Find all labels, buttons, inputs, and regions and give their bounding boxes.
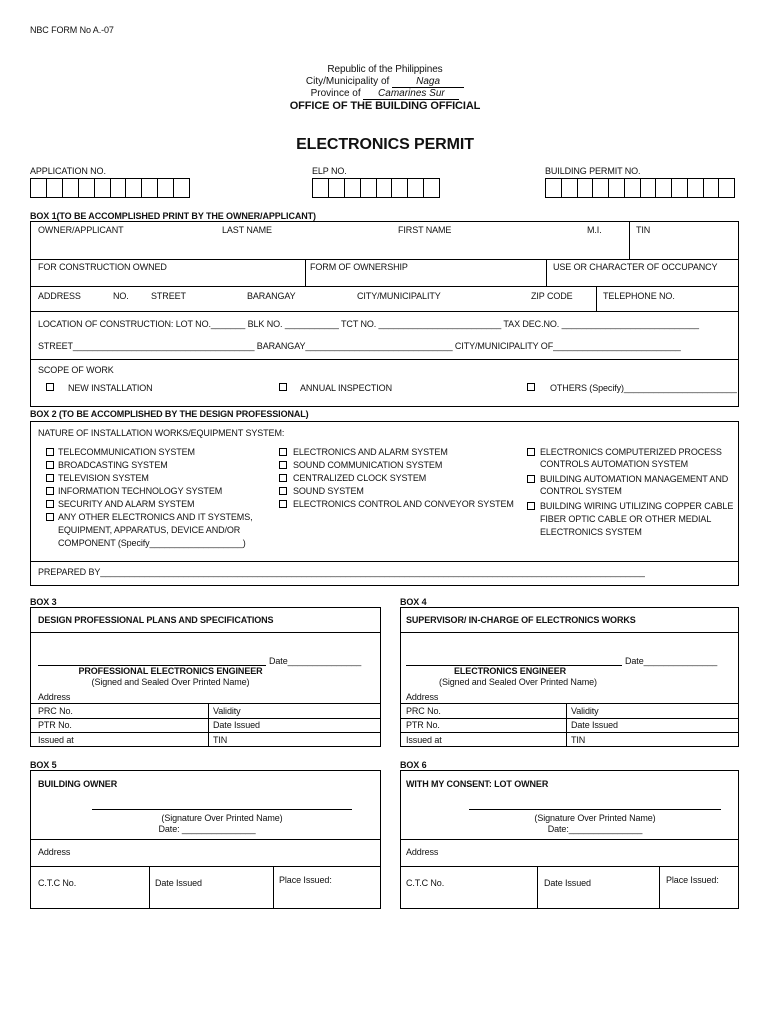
other-electronics-cont1: EQUIPMENT, APPARATUS, DEVICE AND/OR	[58, 525, 241, 535]
barangay-label: BARANGAY	[247, 291, 296, 301]
box6-signature-note: (Signature Over Printed Name)	[534, 813, 656, 823]
building-wiring-cont2: ELECTRONICS SYSTEM	[540, 527, 642, 537]
information-technology-label: INFORMATION TECHNOLOGY SYSTEM	[58, 486, 223, 496]
box3-date[interactable]: Date_______________	[269, 656, 362, 666]
box5-date-issued-label: Date Issued	[155, 878, 202, 888]
box4-engineer-title: ELECTRONICS ENGINEER	[453, 666, 566, 676]
for-construction-label: FOR CONSTRUCTION OWNED	[38, 262, 167, 272]
use-or-character-label: USE OR CHARACTER OF OCCUPANCY	[553, 262, 718, 272]
other-electronics-specify[interactable]: COMPONENT (Specify___________________)	[58, 538, 246, 548]
province-line: Province of Camarines Sur	[0, 88, 770, 100]
box6-date[interactable]: Date:_______________	[547, 824, 643, 834]
city-line: City/Municipality of Naga	[0, 76, 770, 88]
box5-place-issued-label: Place Issued:	[279, 875, 332, 885]
nature-label: NATURE OF INSTALLATION WORKS/EQUIPMENT SYSTEM:	[38, 428, 285, 438]
centralized-clock-checkbox[interactable]	[279, 474, 287, 482]
building-permit-no-cells[interactable]	[545, 178, 735, 198]
box3-ptr-label: PTR No.	[38, 720, 72, 730]
telephone-label: TELEPHONE NO.	[603, 291, 675, 301]
computerized-process-cont: CONTROLS AUTOMATION SYSTEM	[540, 459, 689, 469]
box4-tin-label: TIN	[571, 735, 586, 745]
building-automation-label: BUILDING AUTOMATION MANAGEMENT AND	[540, 474, 729, 484]
box4-date[interactable]: Date_______________	[625, 656, 718, 666]
box6-address-label: Address	[406, 847, 439, 857]
elp-no-cells[interactable]	[312, 178, 440, 198]
elp-no-label: ELP NO.	[312, 166, 347, 176]
broadcasting-label: BROADCASTING SYSTEM	[58, 460, 168, 470]
box4-issued-at-label: Issued at	[406, 735, 442, 745]
last-name-label: LAST NAME	[222, 225, 272, 235]
security-alarm-checkbox[interactable]	[46, 500, 54, 508]
box6-title: WITH MY CONSENT: LOT OWNER	[406, 779, 549, 789]
annual-inspection-checkbox[interactable]	[279, 383, 287, 391]
sound-system-checkbox[interactable]	[279, 487, 287, 495]
box4-prc-label: PRC No.	[406, 706, 441, 716]
location-of-construction-line[interactable]: LOCATION OF CONSTRUCTION: LOT NO._______ BLK NO. ___________ TCT NO. _________________________ TAX DEC.NO. ____________________________	[38, 319, 699, 329]
computerized-process-label: ELECTRONICS COMPUTERIZED PROCESS	[540, 447, 722, 457]
control-conveyor-checkbox[interactable]	[279, 500, 287, 508]
street-barangay-line[interactable]: STREET_____________________________________ BARANGAY______________________________ CITY/MUNICIPALITY OF__________________________	[38, 341, 681, 351]
box5-signature-line[interactable]	[92, 809, 352, 810]
box6-label: BOX 6	[400, 760, 427, 770]
republic-line: Republic of the Philippines	[327, 64, 443, 75]
box5-title: BUILDING OWNER	[38, 779, 118, 789]
building-automation-checkbox[interactable]	[527, 475, 535, 483]
box4-date-issued-label: Date Issued	[571, 720, 618, 730]
box3-signed-note: (Signed and Sealed Over Printed Name)	[91, 677, 250, 687]
box6-signature-line[interactable]	[469, 809, 721, 810]
mi-label: M.I.	[587, 225, 602, 235]
scope-of-work-label: SCOPE OF WORK	[38, 365, 114, 375]
telecommunication-checkbox[interactable]	[46, 448, 54, 456]
city-municipality-label: CITY/MUNICIPALITY	[357, 291, 441, 301]
application-no-cells[interactable]	[30, 178, 190, 198]
box5-ctc-label: C.T.C No.	[38, 878, 77, 888]
box5-signature-note: (Signature Over Printed Name)	[161, 813, 283, 823]
box6-place-issued-label: Place Issued:	[666, 875, 719, 885]
permit-title: ELECTRONICS PERMIT	[296, 136, 474, 153]
box3-prc-label: PRC No.	[38, 706, 73, 716]
box3-address-label: Address	[38, 692, 71, 702]
form-number: NBC FORM No A.-07	[30, 25, 114, 35]
box3-date-issued-label: Date Issued	[213, 720, 260, 730]
no-label: NO.	[113, 291, 129, 301]
box5-address-label: Address	[38, 847, 71, 857]
electronics-alarm-checkbox[interactable]	[279, 448, 287, 456]
new-installation-label: NEW INSTALLATION	[68, 383, 153, 393]
box2-title: BOX 2 (TO BE ACCOMPLISHED BY THE DESIGN PROFESSIONAL)	[30, 409, 309, 419]
box4-ptr-label: PTR No.	[406, 720, 440, 730]
building-wiring-checkbox[interactable]	[527, 502, 535, 510]
application-no-label: APPLICATION NO.	[30, 166, 106, 176]
others-checkbox[interactable]	[527, 383, 535, 391]
computerized-process-checkbox[interactable]	[527, 448, 535, 456]
information-technology-checkbox[interactable]	[46, 487, 54, 495]
others-label[interactable]: OTHERS (Specify)_______________________	[550, 383, 737, 393]
box4-address-label: Address	[406, 692, 439, 702]
electronics-alarm-label: ELECTRONICS AND ALARM SYSTEM	[293, 447, 448, 457]
tin-label: TIN	[636, 225, 651, 235]
address-label: ADDRESS	[38, 291, 81, 301]
annual-inspection-label: ANNUAL INSPECTION	[300, 383, 392, 393]
sound-communication-label: SOUND COMMUNICATION SYSTEM	[293, 460, 443, 470]
box3-validity-label: Validity	[213, 706, 241, 716]
box4-title: SUPERVISOR/ IN-CHARGE OF ELECTRONICS WORKS	[406, 615, 636, 625]
box3-issued-at-label: Issued at	[38, 735, 74, 745]
box4-validity-label: Validity	[571, 706, 599, 716]
sound-system-label: SOUND SYSTEM	[293, 486, 364, 496]
box1-title: BOX 1(TO BE ACCOMPLISHED PRINT BY THE OWNER/APPLICANT)	[30, 211, 316, 221]
prepared-by-line[interactable]: PREPARED BY_______________________________________________________________________________________________________________	[38, 567, 645, 577]
form-of-ownership-label: FORM OF OWNERSHIP	[310, 262, 408, 272]
security-alarm-label: SECURITY AND ALARM SYSTEM	[58, 499, 195, 509]
box3-title: DESIGN PROFESSIONAL PLANS AND SPECIFICATIONS	[38, 615, 274, 625]
telecommunication-label: TELECOMMUNICATION SYSTEM	[58, 447, 195, 457]
box3-label: BOX 3	[30, 597, 57, 607]
box4-signed-note: (Signed and Sealed Over Printed Name)	[439, 677, 597, 687]
centralized-clock-label: CENTRALIZED CLOCK SYSTEM	[293, 473, 427, 483]
other-electronics-label: ANY OTHER ELECTRONICS AND IT SYSTEMS,	[58, 512, 253, 522]
province-value[interactable]: Camarines Sur	[363, 88, 459, 100]
television-checkbox[interactable]	[46, 474, 54, 482]
box5-label: BOX 5	[30, 760, 57, 770]
building-automation-cont: CONTROL SYSTEM	[540, 486, 622, 496]
city-value[interactable]: Naga	[392, 76, 464, 88]
owner-applicant-label: OWNER/APPLICANT	[38, 225, 124, 235]
building-wiring-cont1: FIBER OPTIC CABLE OR OTHER MEDIAL	[540, 514, 712, 524]
box4-label: BOX 4	[400, 597, 427, 607]
zip-code-label: ZIP CODE	[531, 291, 573, 301]
building-wiring-label: BUILDING WIRING UTILIZING COPPER CABLE	[540, 501, 734, 511]
first-name-label: FIRST NAME	[398, 225, 452, 235]
broadcasting-checkbox[interactable]	[46, 461, 54, 469]
control-conveyor-label: ELECTRONICS CONTROL AND CONVEYOR SYSTEM	[293, 499, 514, 509]
box6-date-issued-label: Date Issued	[544, 878, 591, 888]
box3-engineer-title: PROFESSIONAL ELECTRONICS ENGINEER	[78, 666, 263, 676]
box1	[30, 221, 739, 407]
box5-date[interactable]: Date: _______________	[158, 824, 256, 834]
sound-communication-checkbox[interactable]	[279, 461, 287, 469]
box6-ctc-label: C.T.C No.	[406, 878, 445, 888]
building-permit-no-label: BUILDING PERMIT NO.	[545, 166, 641, 176]
office-title: OFFICE OF THE BUILDING OFFICIAL	[289, 100, 481, 112]
new-installation-checkbox[interactable]	[46, 383, 54, 391]
street-label: STREET	[151, 291, 186, 301]
other-electronics-checkbox[interactable]	[46, 513, 54, 521]
television-label: TELEVISION SYSTEM	[58, 473, 149, 483]
box3-tin-label: TIN	[213, 735, 228, 745]
